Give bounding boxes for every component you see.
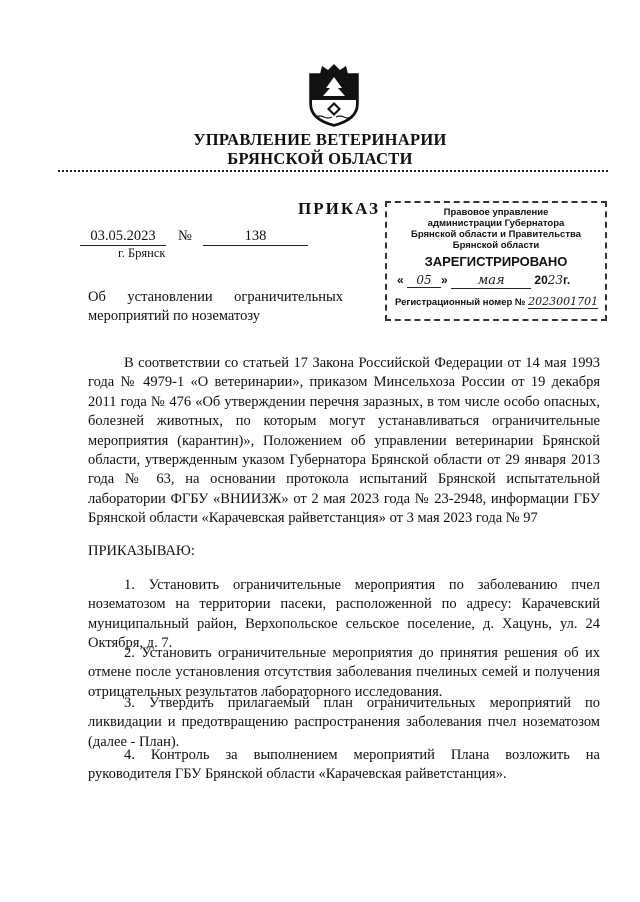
order-item-1: 1. Установить ограничительные мероприятия по заболеванию пчел нозематозом на территории пасеки, расположенной по адресу: Карачевский муниципальный район, Верхопольское сельское поселение, д. Хацунь, ул. 24 Октября, д. 7. [88, 577, 600, 652]
stamp-line3: Брянской области и Правительства [411, 229, 581, 240]
document-type-title: ПРИКАЗ [298, 199, 380, 218]
stamp-line4: Брянской области [452, 240, 540, 251]
stamp-line2: администрации Губернатора [427, 218, 565, 229]
stamp-date-open: « [397, 273, 404, 287]
stamp-date [397, 273, 570, 289]
preamble-paragraph: В соответствии со статьей 17 Закона Российской Федерации от 14 мая 1993 года № 4979-1 «О ветеринарии», приказом Минсельхоза России от 19 декабря 2011 года № 476 «Об утверждении перечня заразных, в том числе особо опасных, болезней животных, по которым могут устанавливаться ограничительные мероприятия (карантин)», Положением об управлении ветеринарии Брянской области, утвержденным указом Губернатора Брянской области от 29 января 2013 года № 63, на основании протокола испытаний Брянской испытательной лаборатории ФГБУ «ВНИИЗЖ» от 2 мая 2023 года № 23-2948, информации ГБУ Брянской области «Карачевская райветстанция» от 3 мая 2023 года № 97 [88, 355, 600, 527]
organization-name-line2: БРЯНСКОЙ ОБЛАСТИ [227, 149, 413, 168]
order-item-2: 2. Установить ограничительные мероприятия до принятия решения об их отмене после установления отсутствия заболевания пчелиных семей и получения отрицательных результатов лабораторного исследования. [88, 645, 600, 700]
document-date: 03.05.2023 [80, 228, 166, 246]
header-divider [58, 170, 608, 172]
stamp-date-day: 05 [407, 273, 441, 288]
stamp-reg-label: Регистрационный номер № [395, 297, 526, 308]
stamp-date-year-prefix: 20 [534, 273, 548, 287]
stamp-reg-number [395, 295, 598, 308]
order-word: ПРИКАЗЫВАЮ: [88, 543, 195, 559]
registration-stamp [385, 201, 607, 321]
stamp-date-close: » [441, 273, 448, 287]
stamp-registered: ЗАРЕГИСТРИРОВАНО [424, 254, 568, 269]
bryansk-coat-of-arms-icon [304, 64, 364, 128]
subject-line1: Об установлении ограничительных [88, 289, 343, 305]
document-subject [88, 288, 343, 326]
number-sign: № [178, 228, 192, 244]
stamp-line1: Правовое управление [443, 207, 549, 218]
document-number: 138 [203, 228, 308, 246]
stamp-reg-value: 2023001701 [528, 295, 599, 308]
document-city: г. Брянск [118, 246, 166, 260]
stamp-date-month: мая [451, 273, 531, 289]
order-item-4: 4. Контроль за выполнением мероприятий Плана возложить на руководителя ГБУ Брянской области «Карачевская райветстанция». [88, 747, 600, 783]
stamp-date-year-suffix: г. [563, 273, 571, 287]
order-item-3: 3. Утвердить прилагаемый план ограничительных мероприятий по ликвидации и предотвращению распространения заболевания пчел нозематозом (далее - План). [88, 695, 600, 750]
organization-name-line1: УПРАВЛЕНИЕ ВЕТЕРИНАРИИ [193, 130, 447, 149]
subject-line2: мероприятий по нозематозу [88, 308, 261, 324]
stamp-date-year: 23 [547, 273, 564, 287]
